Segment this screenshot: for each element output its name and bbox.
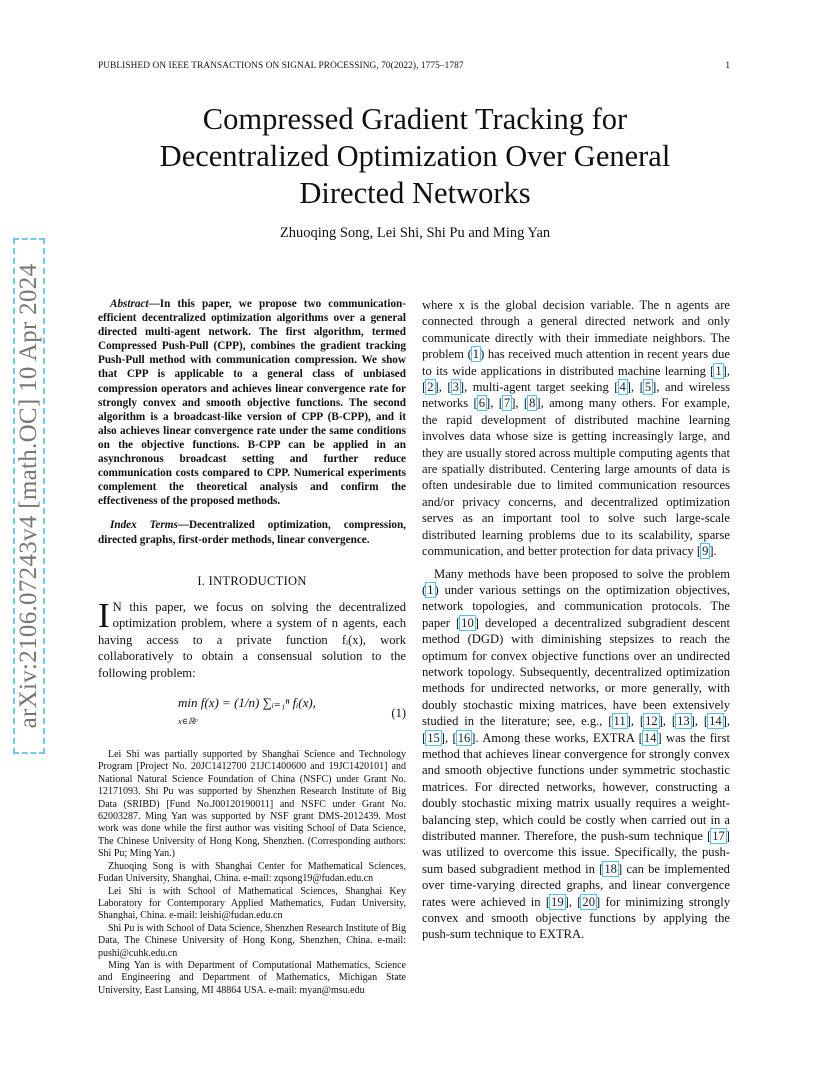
citation-link[interactable]: 14 <box>643 730 657 745</box>
equation-number: (1) <box>391 706 406 721</box>
index-terms <box>98 518 406 546</box>
equation-ref-link[interactable]: 1 <box>427 582 434 597</box>
intro-paragraph-1 <box>98 596 406 681</box>
right-paragraph-1: where x is the global decision variable. The n agents are connected through a general directed network and only communicate directly with their immediate neighbors. The problem (1) has received much attention in recent years due to its wide applications in distributed machine learning [1], [2], [3], multi-agent target seeking [4], [5], and wireless networks [6], [7], [8], among many others. For example, the rapid development of distributed machine learning involves data whose size is getting increasingly large, and they are usually stored across multiple computing agents that are spatially distributed. Centering large amounts of data is often undesirable due to limited communication resources and/or privacy concerns, and decentralized optimization serves as an important tool to solve such large-scale distributed learning problems due to its scalability, sparse communication, and better protection for data privacy [9]. <box>422 298 731 559</box>
footnote-affiliation: Shi Pu is with School of Data Science, Shenzhen Research Institute of Big Data, The Chinese University of Hong Kong, Shenzhen, China. e-mail: pushi@cuhk.edu.cn <box>98 922 407 959</box>
intro-paragraph-1-text: N this paper, we focus on solving the decentralized optimization problem, where a system of n agents, each having access to a private function fᵢ(x), work collaboratively to obtain a consensual solution to the following problem: <box>98 600 406 680</box>
equation-body <box>178 695 316 730</box>
index-terms-label: Index Terms <box>110 519 178 532</box>
equation-ref-link[interactable]: 1 <box>472 347 480 362</box>
right-paragraph-2: Many methods have been proposed to solve the problem (1) under various settings on the optimization objectives, network topologies, and communication protocols. The paper [10] developed a decentralized subgradient descent method (DGD) with diminishing stepsizes to reach the optimum for convex objective functions over an undirected network topology. Subsequently, decentralized optimization methods for undirected networks, or more generally, with doubly stochastic mixing matrices, have been extensively studied in the literature; see, e.g., [11], [12], [13], [14], [15], [16]. Among these works, EXTRA [14] was the first method that achieves linear convergence for strongly convex and smooth objective functions under symmetric stochastic matrices. For directed networks, however, constructing a doubly stochastic mixing matrix usually requires a weight-balancing step, which could be costly when carried out in a distributed manner. Therefore, the push-sum technique [17] was utilized to overcome this issue. Specifically, the push-sum based subgradient method in [18] can be implemented over time-varying directed graphs, and linear convergence rates were achieved in [19], [20] for minimizing strongly convex and smooth objective functions by applying the push-sum technique to EXTRA. <box>422 566 731 942</box>
citation-link[interactable]: 17 <box>712 829 725 843</box>
abstract-text: —In this paper, we propose two communication-efficient decentralized optimization algorithms over a general directed multi-agent network. The first algorithm, termed Compressed Push-Pull (CPP), combines the gradient tracking Push-Pull method with communication compression. We show that CPP is applicable to a general class of unbiased compression operators and achieves linear convergence rate for strongly convex and smooth objective functions. The second algorithm is a broadcast-like version of CPP (B-CPP), and it also achieves linear convergence rate under the same conditions on the objective functions. B-CPP can be applied in an asynchronous broadcast setting and further reduce communication costs compared to CPP. Numerical experiments complement the theoretical analysis and confirm the effectiveness of the proposed methods. <box>98 298 406 508</box>
citation-link[interactable]: 9 <box>702 544 709 559</box>
arxiv-identifier[interactable]: arXiv:2106.07243v4 [math.OC] 10 Apr 2024 <box>15 263 42 729</box>
citation-link[interactable]: 11 <box>613 714 626 729</box>
citation-link[interactable]: 8 <box>529 396 536 411</box>
footnote-affiliation: Zhuoqing Song is with Shanghai Center for Mathematical Sciences, Fudan University, Shanghai, China. e-mail: zqsong19@fudan.edu.cn <box>98 860 406 885</box>
page-number: 1 <box>725 61 730 71</box>
section-number: I. <box>197 573 209 588</box>
citation-link[interactable]: 13 <box>677 714 690 729</box>
equation-lhs: min f(x) = <box>178 695 235 711</box>
section-title-rest: NTRODUCTION <box>213 573 307 588</box>
citation-link[interactable]: 14 <box>709 714 722 729</box>
citation-link[interactable]: 12 <box>645 714 658 729</box>
citation-link[interactable]: 18 <box>604 861 617 876</box>
right-column <box>422 297 730 943</box>
running-head: PUBLISHED ON IEEE TRANSACTIONS ON SIGNAL PROCESSING, 70(2022), 1775–1787 <box>98 61 464 71</box>
citation-link[interactable]: 4 <box>619 380 626 395</box>
citation-link[interactable]: 5 <box>644 380 652 395</box>
abstract <box>98 297 406 508</box>
citation-link[interactable]: 7 <box>503 396 511 411</box>
citation-link[interactable]: 3 <box>452 380 459 395</box>
paper-title: Compressed Gradient Tracking for Decentralized Optimization Over General Directed Networks <box>159 102 671 210</box>
equation-1 <box>98 687 406 737</box>
citation-link[interactable]: 20 <box>582 894 595 909</box>
left-column <box>98 297 406 997</box>
equation-rhs: (1/n) ∑ᵢ₌₁ⁿ fᵢ(x), <box>234 695 316 711</box>
section-title-first: I <box>208 573 214 588</box>
citation-link[interactable]: 6 <box>478 396 486 411</box>
footnotes <box>98 749 406 997</box>
citation-link[interactable]: 1 <box>715 363 722 378</box>
citation-link[interactable]: 10 <box>461 615 474 630</box>
citation-link[interactable]: 2 <box>427 380 434 395</box>
citation-link[interactable]: 16 <box>457 730 471 745</box>
equation-subscript: x∈ℝᵖ <box>178 716 198 727</box>
section-heading-introduction <box>98 573 406 589</box>
footnote-affiliation: Ming Yan is with Department of Computational Mathematics, Science and Engineering and Department of Mathematics, Michigan State University, East Lansing, MI 48864 USA. e-mail: myan@msu.edu <box>98 959 406 996</box>
drop-cap: I <box>98 596 110 635</box>
footnote-affiliation: Lei Shi is with School of Mathematical Sciences, Shanghai Key Laboratory for Contemporary Applied Mathematics, Fudan University, Shanghai, China. e-mail: leishi@fudan.edu.cn <box>98 885 406 922</box>
index-terms-text: —Decentralized optimization, compression, directed graphs, first-order methods, linear convergence. <box>98 519 406 546</box>
citation-link[interactable]: 19 <box>551 894 564 909</box>
citation-link[interactable]: 15 <box>427 730 440 745</box>
paper-authors: Zhuoqing Song, Lei Shi, Shi Pu and Ming Yan <box>279 225 551 241</box>
arxiv-sidebar[interactable] <box>10 238 48 754</box>
abstract-label: Abstract <box>110 298 149 310</box>
footnote-funding: Lei Shi was partially supported by Shanghai Science and Technology Program [Project No. 20JC1412700 21JC1400600 and 19JC1420101] and National Natural Science Foundation of China (NSFC) under Grant No. 12171093. Shi Pu was supported by Shenzhen Research Institute of Big Data (SRIBD) [Fund No.J00120190011] and NSFC under Grant No. 62003287. Ming Yan was supported by NSF grant DMS-2012439. Most work was done while the first author was visiting School of Data Science, The Chinese University of Hong Kong, Shenzhen. (Corresponding authors: Shi Pu; Ming Yan.) <box>98 749 406 860</box>
